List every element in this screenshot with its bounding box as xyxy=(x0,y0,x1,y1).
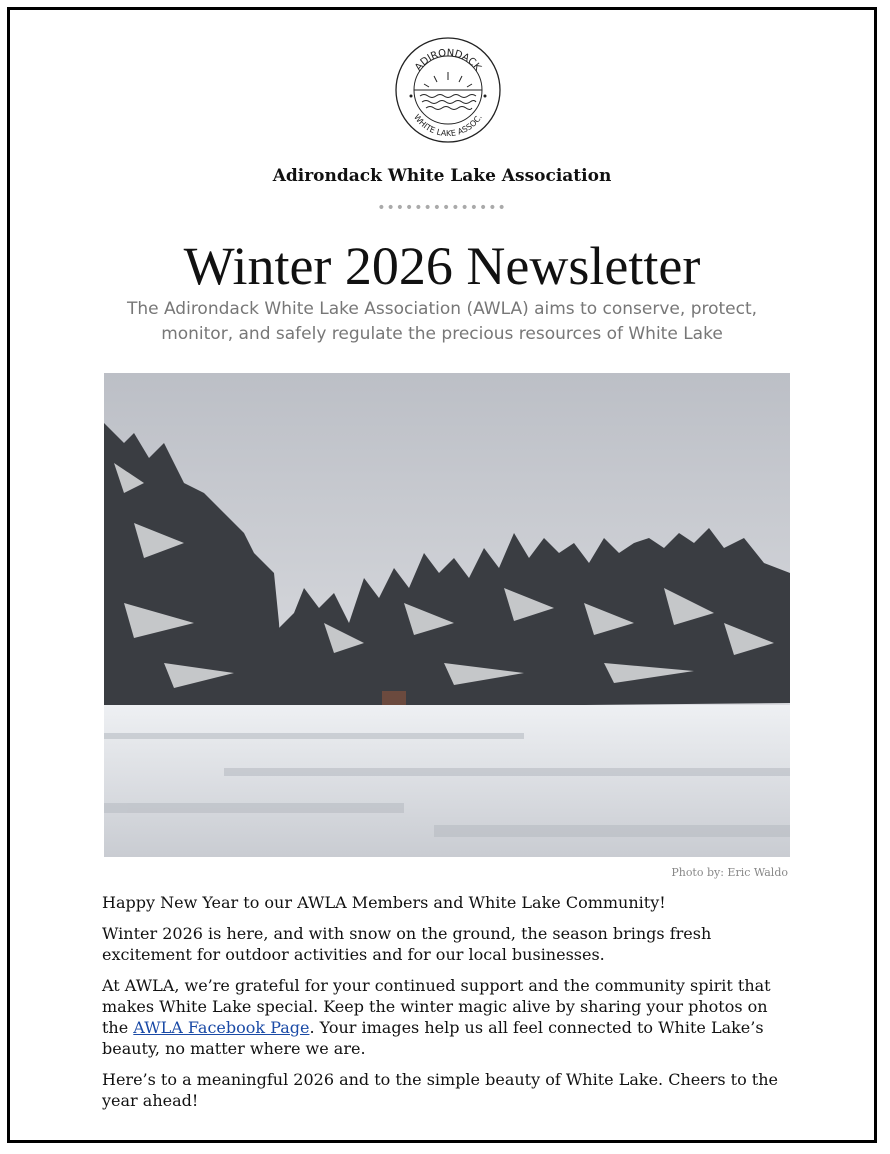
mission-statement: The Adirondack White Lake Association (AWLA) aims to conserve, protect, monitor, and safely regulate the precious resources of White Lake xyxy=(126,299,758,344)
season-paragraph: Winter 2026 is here, and with snow on the ground, the season brings fresh excitement for outdoor activities and for our local businesses. xyxy=(102,924,712,964)
support-paragraph xyxy=(102,975,792,1059)
support-text: At AWLA, we’re grateful for your continued support and the community spirit that makes White Lake special. Keep the winter magic alive by sharing your photos on the xyxy=(102,976,771,1037)
divider: •••••••••••••• xyxy=(377,200,507,216)
greeting-paragraph: Happy New Year to our AWLA Members and White Lake Community! xyxy=(102,893,666,912)
newsletter-body xyxy=(102,892,792,1121)
photo-credit: Photo by: Eric Waldo xyxy=(671,866,788,879)
facebook-page-link[interactable]: AWLA Facebook Page xyxy=(133,1018,310,1037)
page-title: Winter 2026 Newsletter xyxy=(183,236,701,296)
logo-text-bottom: WHITE LAKE ASSOC. xyxy=(412,112,484,139)
support-text-end: . Your images help us all feel connected to White Lake’s beauty, no matter where we are. xyxy=(102,1018,764,1058)
closing-paragraph: Here’s to a meaningful 2026 and to the simple beauty of White Lake. Cheers to the year ahead! xyxy=(102,1070,778,1110)
org-name: Adirondack White Lake Association xyxy=(272,166,612,186)
logo xyxy=(394,36,502,144)
logo-text-top: ADIRONDACK xyxy=(413,47,483,74)
lake-sun-icon xyxy=(410,72,486,110)
newsletter-frame xyxy=(7,7,877,1143)
winter-lake-photo xyxy=(104,373,790,857)
